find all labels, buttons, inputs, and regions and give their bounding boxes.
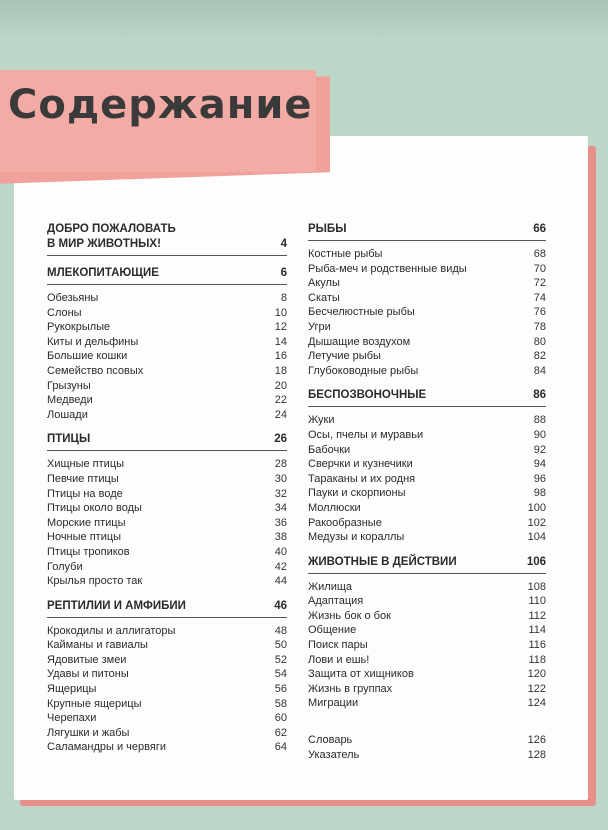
entry-label: Крупные ящерицы bbox=[47, 697, 142, 710]
entry-label: Лови и ешь! bbox=[308, 653, 370, 666]
section-title: МЛЕКОПИТАЮЩИЕ bbox=[47, 267, 159, 279]
toc-section bbox=[47, 222, 287, 256]
entry-label: Крылья просто так bbox=[47, 575, 143, 588]
entry-label: Бесчелюстные рыбы bbox=[308, 306, 415, 319]
section-page-number: 46 bbox=[274, 599, 287, 612]
entry-label: Ночные птицы bbox=[47, 531, 122, 544]
entry-page-number: 54 bbox=[274, 668, 287, 681]
entry-page-number: 110 bbox=[528, 595, 546, 608]
section-page-number: 66 bbox=[533, 223, 546, 235]
entry-label: Жизнь бок о бок bbox=[308, 609, 391, 622]
toc-entry[interactable] bbox=[308, 472, 546, 487]
toc-entry[interactable] bbox=[308, 696, 546, 711]
entry-label: Скаты bbox=[308, 291, 340, 304]
toc-entry[interactable] bbox=[308, 667, 546, 682]
entry-label: Слоны bbox=[47, 306, 82, 319]
toc-entry[interactable] bbox=[47, 516, 287, 531]
entry-page-number: 10 bbox=[274, 306, 287, 319]
entry-page-number: 120 bbox=[527, 668, 546, 681]
entry-label: Угри bbox=[308, 320, 331, 333]
entry-page-number: 114 bbox=[528, 624, 546, 637]
toc-entry[interactable] bbox=[308, 457, 546, 472]
section-page-number: 4 bbox=[280, 238, 287, 250]
toc-section bbox=[47, 599, 287, 755]
entry-label: Лошади bbox=[47, 408, 88, 421]
entry-label: Акулы bbox=[308, 277, 340, 290]
entry-label: Хищные птицы bbox=[47, 458, 125, 471]
entry-label: Удавы и питоны bbox=[47, 668, 129, 681]
toc-section bbox=[47, 266, 287, 422]
toc-right-column bbox=[308, 222, 546, 762]
entry-page-number: 58 bbox=[274, 697, 287, 710]
entry-page-number: 68 bbox=[533, 248, 546, 260]
entry-page-number: 92 bbox=[533, 443, 546, 456]
toc-entry[interactable] bbox=[308, 428, 546, 443]
entry-label: Черепахи bbox=[47, 712, 97, 725]
entry-page-number: 100 bbox=[527, 501, 546, 514]
entry-page-number: 116 bbox=[528, 639, 546, 652]
entry-page-number: 108 bbox=[527, 580, 546, 593]
toc-entry[interactable] bbox=[47, 306, 287, 321]
toc-entry[interactable] bbox=[308, 276, 546, 291]
entry-label: Костные рыбы bbox=[308, 248, 383, 260]
toc-entry[interactable] bbox=[308, 349, 546, 364]
toc-entry[interactable] bbox=[47, 740, 287, 755]
entry-label: Жизнь в группах bbox=[308, 682, 393, 695]
entry-page-number: 118 bbox=[528, 653, 546, 666]
toc-entry[interactable] bbox=[308, 516, 546, 531]
toc-entry[interactable] bbox=[308, 653, 546, 668]
entry-page-number: 74 bbox=[533, 291, 546, 304]
section-page-number: 86 bbox=[533, 389, 546, 402]
section-page-number: 106 bbox=[526, 555, 546, 568]
entry-page-number: 38 bbox=[274, 531, 287, 544]
toc-entry[interactable] bbox=[47, 335, 287, 350]
entry-page-number: 28 bbox=[274, 458, 287, 471]
entry-page-number: 88 bbox=[533, 414, 546, 427]
toc-entry[interactable] bbox=[308, 682, 546, 697]
entry-label: Крокодилы и аллигаторы bbox=[47, 624, 176, 637]
entry-page-number: 32 bbox=[274, 487, 287, 500]
page-title: Содержание bbox=[8, 82, 313, 128]
entry-page-number: 14 bbox=[274, 335, 287, 348]
entry-page-number: 80 bbox=[533, 335, 546, 348]
toc-entry[interactable] bbox=[308, 335, 546, 350]
entry-page-number: 90 bbox=[533, 428, 546, 441]
toc-entry[interactable] bbox=[47, 393, 287, 408]
toc-entry[interactable] bbox=[308, 580, 546, 595]
entry-label: Голуби bbox=[47, 560, 83, 573]
section-heading[interactable] bbox=[47, 432, 287, 451]
section-page-number: 26 bbox=[274, 433, 287, 446]
entry-label: Жуки bbox=[308, 414, 335, 427]
section-title: РЕПТИЛИИ И АМФИБИИ bbox=[47, 599, 186, 612]
entry-label: Общение bbox=[308, 624, 357, 637]
entry-page-number: 126 bbox=[527, 734, 546, 747]
entry-label: Жилища bbox=[308, 580, 353, 593]
entry-page-number: 70 bbox=[533, 262, 546, 275]
toc-entry[interactable] bbox=[308, 364, 546, 379]
entry-label: Лягушки и жабы bbox=[47, 726, 130, 739]
entry-page-number: 124 bbox=[527, 697, 546, 710]
entry-label: Поиск пары bbox=[308, 639, 368, 652]
entry-page-number: 52 bbox=[274, 653, 287, 666]
entry-page-number: 76 bbox=[533, 306, 546, 319]
toc-entry[interactable] bbox=[308, 262, 546, 277]
entry-page-number: 16 bbox=[274, 350, 287, 363]
toc-entry[interactable] bbox=[308, 594, 546, 609]
entry-label: Бабочки bbox=[308, 443, 351, 456]
entry-label: Миграции bbox=[308, 697, 359, 710]
entry-label: Рыба-меч и родственные виды bbox=[308, 262, 467, 275]
toc-entry[interactable] bbox=[47, 320, 287, 335]
toc-entry[interactable] bbox=[47, 574, 287, 589]
entry-page-number: 96 bbox=[533, 472, 546, 485]
entry-page-number: 94 bbox=[533, 458, 546, 471]
entry-label: Медузы и кораллы bbox=[308, 531, 405, 544]
toc-section bbox=[308, 555, 546, 711]
entry-label: Дышащие воздухом bbox=[308, 335, 411, 348]
section-title: ПТИЦЫ bbox=[47, 433, 91, 446]
entry-page-number: 36 bbox=[274, 516, 287, 529]
entry-page-number: 42 bbox=[274, 560, 287, 573]
section-heading[interactable] bbox=[47, 222, 287, 256]
entry-page-number: 128 bbox=[527, 748, 546, 761]
entry-label: Сверчки и кузнечики bbox=[308, 458, 413, 471]
entry-label: Семейство псовых bbox=[47, 364, 144, 377]
toc-entry[interactable] bbox=[47, 472, 287, 487]
entry-label: Морские птицы bbox=[47, 516, 126, 529]
entry-page-number: 44 bbox=[274, 575, 287, 588]
entry-page-number: 8 bbox=[280, 292, 287, 304]
toc-entry[interactable] bbox=[308, 305, 546, 320]
toc-entry[interactable] bbox=[308, 413, 546, 428]
entry-page-number: 22 bbox=[274, 394, 287, 407]
entry-label: Тараканы и их родня bbox=[308, 472, 416, 485]
toc-entry[interactable] bbox=[308, 247, 546, 262]
toc-entry[interactable] bbox=[308, 609, 546, 624]
section-title: БЕСПОЗВОНОЧНЫЕ bbox=[308, 389, 427, 402]
entry-page-number: 102 bbox=[527, 516, 546, 529]
entry-page-number: 40 bbox=[274, 545, 287, 558]
entry-label: Глубоководные рыбы bbox=[308, 364, 419, 377]
entry-page-number: 122 bbox=[527, 682, 546, 695]
entry-label: Птицы тропиков bbox=[47, 545, 130, 558]
entry-page-number: 62 bbox=[274, 726, 287, 739]
toc-entry[interactable] bbox=[308, 291, 546, 306]
section-title: ЖИВОТНЫЕ В ДЕЙСТВИИ bbox=[308, 555, 457, 568]
entry-label: Кайманы и гавиалы bbox=[47, 639, 148, 652]
toc-entry[interactable] bbox=[308, 623, 546, 638]
section-heading[interactable] bbox=[47, 599, 287, 618]
entry-page-number: 18 bbox=[274, 364, 287, 377]
toc-section bbox=[47, 432, 287, 588]
entry-page-number: 60 bbox=[274, 712, 287, 725]
toc-entry[interactable] bbox=[47, 697, 287, 712]
toc-entry[interactable] bbox=[47, 291, 287, 306]
toc-entry[interactable] bbox=[47, 364, 287, 379]
entry-page-number: 56 bbox=[274, 683, 287, 696]
entry-page-number: 12 bbox=[274, 321, 287, 334]
entry-label: Осы, пчелы и муравьи bbox=[308, 428, 424, 441]
toc-entry[interactable] bbox=[47, 379, 287, 394]
entry-label: Летучие рыбы bbox=[308, 350, 381, 363]
toc-entry[interactable] bbox=[47, 530, 287, 545]
entry-page-number: 72 bbox=[533, 277, 546, 290]
entry-page-number: 48 bbox=[274, 624, 287, 637]
page-top-shade bbox=[0, 0, 608, 40]
entry-label: Моллюски bbox=[308, 501, 361, 514]
entry-page-number: 112 bbox=[528, 609, 546, 622]
entry-page-number: 20 bbox=[274, 379, 287, 392]
entry-label: Ракообразные bbox=[308, 516, 382, 529]
toc-entry[interactable] bbox=[47, 408, 287, 423]
entry-label: Ядовитые змеи bbox=[47, 653, 127, 666]
toc-entry[interactable] bbox=[308, 486, 546, 501]
toc-entry[interactable] bbox=[47, 349, 287, 364]
entry-label: Птицы на воде bbox=[47, 487, 123, 500]
toc-section bbox=[308, 388, 546, 544]
section-heading[interactable] bbox=[308, 555, 546, 574]
entry-label: Защита от хищников bbox=[308, 668, 414, 681]
toc-entry[interactable] bbox=[47, 667, 287, 682]
entry-label: Словарь bbox=[308, 734, 353, 747]
entry-page-number: 30 bbox=[274, 472, 287, 485]
entry-label: Саламандры и червяги bbox=[47, 741, 166, 754]
entry-label: Ящерицы bbox=[47, 683, 97, 696]
toc-entry[interactable] bbox=[47, 501, 287, 516]
entry-page-number: 24 bbox=[274, 408, 287, 421]
entry-label: Медведи bbox=[47, 394, 93, 407]
toc-entry[interactable] bbox=[47, 726, 287, 741]
toc-entry[interactable] bbox=[308, 320, 546, 335]
entry-label: Указатель bbox=[308, 748, 360, 761]
entry-page-number: 50 bbox=[274, 639, 287, 652]
toc-entry[interactable] bbox=[308, 443, 546, 458]
entry-page-number: 78 bbox=[533, 320, 546, 333]
toc-left-column bbox=[47, 222, 287, 765]
entry-label: Рукокрылые bbox=[47, 321, 111, 334]
toc-entry[interactable] bbox=[308, 638, 546, 653]
section-title: РЫБЫ bbox=[308, 223, 347, 235]
section-heading[interactable] bbox=[308, 222, 546, 241]
entry-page-number: 104 bbox=[527, 531, 546, 544]
toc-entry[interactable] bbox=[47, 457, 287, 472]
section-page-number: 6 bbox=[280, 267, 287, 279]
entry-page-number: 84 bbox=[533, 364, 546, 377]
section-title: ДОБРО ПОЖАЛОВАТЬ В МИР ЖИВОТНЫХ! bbox=[47, 223, 176, 250]
entry-label: Киты и дельфины bbox=[47, 335, 139, 348]
toc-entry-appendix[interactable] bbox=[308, 748, 546, 763]
toc-entry[interactable] bbox=[308, 501, 546, 516]
toc-entry[interactable] bbox=[47, 545, 287, 560]
toc-entry[interactable] bbox=[308, 530, 546, 545]
section-heading[interactable] bbox=[308, 388, 546, 407]
entry-label: Большие кошки bbox=[47, 350, 128, 363]
toc-entry[interactable] bbox=[47, 624, 287, 639]
toc-entry[interactable] bbox=[47, 653, 287, 668]
entry-page-number: 98 bbox=[533, 487, 546, 500]
toc-entry[interactable] bbox=[47, 560, 287, 575]
entry-page-number: 82 bbox=[533, 350, 546, 363]
entry-label: Обезьяны bbox=[47, 292, 99, 304]
entry-label: Птицы около воды bbox=[47, 502, 142, 515]
entry-label: Грызуны bbox=[47, 379, 91, 392]
toc-entry[interactable] bbox=[47, 638, 287, 653]
toc-section bbox=[308, 222, 546, 378]
entry-label: Адаптация bbox=[308, 595, 364, 608]
toc-entry[interactable] bbox=[47, 682, 287, 697]
entry-label: Певчие птицы bbox=[47, 472, 119, 485]
section-heading[interactable] bbox=[47, 266, 287, 285]
toc-entry[interactable] bbox=[47, 487, 287, 502]
entry-page-number: 64 bbox=[274, 741, 287, 754]
entry-page-number: 34 bbox=[274, 502, 287, 515]
appendix-gap bbox=[308, 721, 546, 733]
toc-entry[interactable] bbox=[47, 711, 287, 726]
toc-entry-appendix[interactable] bbox=[308, 733, 546, 748]
entry-label: Пауки и скорпионы bbox=[308, 487, 406, 500]
